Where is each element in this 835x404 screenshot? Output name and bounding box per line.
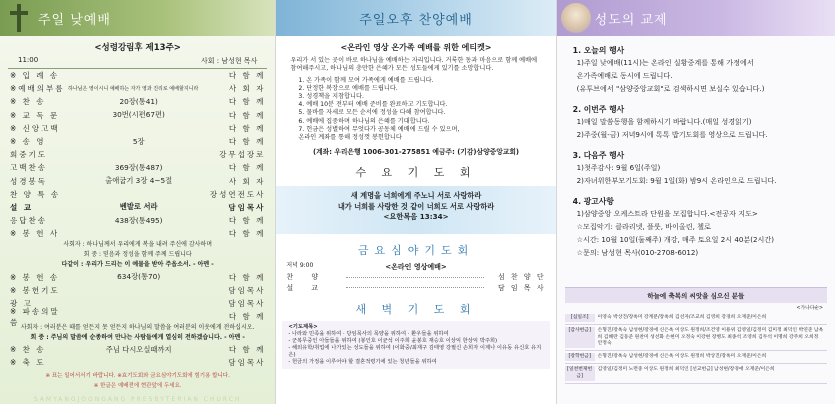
offering-account: (계좌: 우리은행 1006-301-275851 예금주: (기감)삼양중앙교회)	[312, 148, 520, 157]
prayer-topic: - 군복무중인 아들들을 위하여 (봉인호 이균석 이주희 윤봉호 재승호 이상익 한상익 박주희)	[288, 338, 498, 345]
announcement-line: 1)첫주감사: 9월 6일(주일)	[576, 163, 661, 172]
announcement-heading: 1. 오늘의 행사	[572, 46, 625, 55]
announcement-heading: 3. 다음주 행사	[572, 151, 625, 160]
worship-order-row	[0, 148, 275, 161]
worship-item-leader: 담임목사	[228, 358, 266, 368]
worship-item-detail: 출애굽기 3장 4~5절	[105, 176, 173, 186]
liturgical-week: <성령강림후 제13주>	[94, 43, 181, 53]
worship-item-label: 광 고	[10, 298, 33, 308]
worship-item-detail: 하나님은 영이시니 예배하는 자가 영과 진리로 예배할지니라	[68, 86, 199, 93]
friday-prayer-time: 저녁 9:00	[286, 262, 314, 270]
worship-item-label: ※ 축 도	[10, 358, 46, 368]
worship-item-label: 응답찬송	[10, 216, 47, 226]
worship-item-leader: 다 함 께	[228, 272, 266, 282]
etiquette-title: <온라인 영상 온가족 예배를 위한 에티켓>	[340, 43, 492, 52]
announcement-line: 2)자녀위한부모기도회: 9월 1일(화) 밤9시 온라인으로 드립니다.	[576, 176, 777, 185]
worship-order-row	[0, 356, 275, 369]
worship-item-leader: 담임목사	[228, 202, 266, 212]
announcement-line: (유투브에서 "삼양중앙교회"로 검색하시면 보실수 있습니다.)	[576, 84, 765, 93]
worship-item-detail: 438장(통495)	[114, 215, 163, 225]
worship-item-label: ※ 봉 헌 송	[10, 272, 60, 282]
announcement-line: 2)주중(월-금) 저녁9시에 톡톡 밥기도회를 영상으로 드립니다.	[576, 130, 768, 139]
worship-item-leader: 담임목사	[228, 285, 266, 295]
service-presider: 사회 : 남성현 목사	[200, 57, 258, 65]
etiquette-item: 3. 성경책을 지참합니다.	[298, 93, 364, 100]
worship-order-row	[0, 201, 275, 214]
service-time: 11:00	[18, 56, 39, 64]
etiquette-list	[276, 74, 555, 143]
memory-verse-line-2: 내가 너희를 사랑한 것 같이 너희도 서로 사랑하라	[337, 201, 495, 211]
memory-verse-line-1: 새 계명을 너희에게 주노니 서로 사랑하라	[350, 191, 482, 201]
worship-item-leader: 다 함 께	[228, 312, 266, 322]
worship-item-label: 회중기도	[10, 150, 47, 160]
etiquette-item: 5. 물바를 자세로 모든 순서에 정성을 다해 참여합니다.	[298, 109, 446, 117]
dawn-prayer-title: 새 벽 기 도 회	[355, 303, 477, 317]
worship-item-label: ※ 찬 송	[10, 97, 46, 107]
order-of-worship-3	[0, 343, 275, 369]
sending-response-1: 사회자 : 여러분은 때를 얻든지 못 얻든지 하나님의 말씀을 여러분의 이웃에게 전하십시오.	[20, 324, 255, 332]
worship-item-leader: 다 함 께	[228, 229, 266, 239]
sunday-service-header	[0, 0, 275, 36]
etiquette-item: 4. 예배 10분 전부터 예배 준비를 완료하고 기도합니다.	[298, 101, 448, 109]
prayer-topic: - 나라와 민족을 위하여 · 당임목사의 목양을 위하여 · 환우들을 위하여	[288, 331, 449, 338]
worship-item-label: ※ 봉헌기도	[10, 285, 60, 295]
worship-item-leader: 다 함 께	[228, 110, 266, 120]
etiquette-item: 2. 단정한 복장으로 예배를 드립니다.	[298, 84, 398, 92]
offering-response-3: 다같이 : 우리가 드리는 이 예물을 받아 주옵소서. - 아멘 -	[61, 261, 214, 269]
service-footnote-1: ※ 표는 일어서서기 바랍니다. ※효기도회와 금요심야기도회에 힘기용 합니다.	[45, 372, 230, 379]
announcement-line: 1)매일 말씀동행을 함께하시기 바랍니다.(매일 성경읽기)	[576, 117, 752, 126]
worship-order-row	[0, 227, 275, 240]
memory-verse-reference: <요한복음 13:34>	[383, 212, 449, 222]
afternoon-service-panel	[276, 0, 555, 404]
worship-order-row	[0, 69, 275, 82]
offering-response-2: 회 중 : 믿음과 정성을 함께 주께 드립니다	[83, 251, 192, 259]
donor-names: 손형진/장옥숙 남성현/장경애 신은옥 이상도 원정희 박상진/장옥미 오재준/이은희	[597, 354, 767, 360]
offering-type: [감사헌금]	[565, 327, 595, 348]
worship-item-label: ※ 입 례 송	[10, 71, 60, 81]
worship-item-detail: 주님 다시오실때까지	[105, 344, 172, 354]
prayer-topics-heading: <기도제목>	[288, 324, 318, 331]
offering-type: [장학헌금]	[565, 353, 595, 361]
afternoon-service-title: 주일오후 찬양예배	[359, 12, 473, 28]
offering-donors	[565, 287, 827, 384]
donors-list	[565, 312, 827, 384]
worship-item-leader: 다 함 께	[228, 216, 266, 226]
worship-order-row	[0, 343, 275, 356]
wednesday-prayer-title: 수 요 기 도 회	[355, 166, 477, 180]
worship-item-label: ※ 송 영	[10, 137, 46, 147]
announcement-heading: 2. 이번주 행사	[572, 105, 625, 114]
worship-item-leader: 다 함 께	[228, 123, 266, 133]
etiquette-item: 1. 온 가족이 함께 모여 가족에게 예배를 드립니다.	[298, 76, 434, 84]
announcement-line: 1)주일 낮예배(11시)는 온라인 실황중계를 통해 가정에서	[576, 58, 754, 67]
worship-item-label: ※ 봉 헌 사	[10, 229, 60, 239]
etiquette-item: 7. 헌금은 성별하여 무엇다가 공동체 예배에 드릴 수 있으며,	[298, 125, 460, 133]
worship-item-label: ※ 파송의말씀	[10, 306, 60, 327]
etiquette-item: 6. 예배에 집중하며 하나님의 은혜를 기대합니다.	[298, 117, 430, 125]
donor-row	[565, 325, 827, 351]
worship-item-detail: 634장(통70)	[117, 272, 161, 282]
afternoon-service-header	[276, 0, 555, 36]
donor-row	[565, 312, 827, 325]
worship-item-label: ※ 신앙고백	[10, 123, 60, 133]
leader-dots	[346, 277, 483, 278]
fellowship-header	[557, 0, 835, 36]
order-of-worship	[0, 69, 275, 240]
announcement-line: 온가족예배로 동시에 드립니다.	[576, 71, 673, 80]
cross-icon	[8, 4, 30, 32]
prayer-topic: - 해외유학/취업에 나가있는 성도들을 위하여 (이화중/최재구 김태영 강필신 손희자 이제나 이유동 유신호 유지은)	[288, 345, 542, 359]
worship-item-leader: 다 함 께	[228, 163, 266, 173]
worship-item-label: ※ 찬 송	[10, 345, 46, 355]
donor-names: 김영일/김정미 노면중 이상도 원정희 최덕인 [선교헌금] 남성현/장경애 오재준/이은희	[597, 367, 775, 373]
worship-item-label: 성경봉독	[10, 176, 47, 186]
worship-item-detail: 30번(시편67편)	[112, 110, 165, 120]
friday-prayer-subtitle: <온라인 영상예배>	[385, 263, 447, 272]
worship-item-leader: 다 함 께	[228, 97, 266, 107]
church-watermark: SAMYANGJOONGANG PRESBYTERIAN CHURCH	[33, 396, 242, 403]
worship-order-row	[0, 161, 275, 174]
offering-response-1: 사회자 : 하나님께서 우리에게 복을 내려 주신에 감사하며	[63, 241, 213, 249]
announcement-line: ☆시간: 10월 10일(둘째주) 개강, 매주 토요일 2시 40분(2시간)	[576, 235, 774, 244]
worship-item-leader: 사 회 자	[228, 176, 266, 186]
donor-names: 이영숙 박상진/장옥미 강계분/장옥희 김선자/조교희 김영희 강경희 오재준/이은희	[597, 315, 767, 320]
worship-item-label: 고백찬송	[10, 163, 47, 173]
friday-item-label: 찬 양	[286, 273, 327, 282]
announcement-heading: 4. 광고사항	[572, 197, 614, 206]
friday-prayer-order	[276, 272, 555, 293]
announcement-line: ☆문의: 남성현 목사(010-2708-6012)	[576, 248, 699, 257]
service-meta	[8, 53, 267, 69]
etiquette-item: 온라인 계좌를 통해 정성껏 봉헌합니다	[298, 134, 402, 142]
leader-dots	[346, 287, 483, 288]
worship-item-label: 찬 양 특 송	[10, 189, 61, 199]
worship-item-detail: 5장	[132, 136, 145, 146]
worship-order-row	[0, 188, 275, 201]
friday-order-row	[276, 272, 555, 283]
friday-item-label: 설 교	[286, 283, 327, 292]
friday-item-leader: 섬 찬 양 단	[497, 273, 546, 282]
friday-order-row	[276, 283, 555, 294]
memory-verse-banner	[276, 186, 555, 234]
announcements	[557, 36, 835, 259]
friday-prayer-title: 금요심야기도회	[357, 244, 475, 258]
donors-order-note: <가나다순>	[796, 306, 823, 311]
donor-names: 손형진/장옥숙 남성현/장경애 신은옥 이상도 원정희/조건영 이용위 김영일/김정미 김미정 최덕인 박연준 남옥희 김혜란 김동준 원찬미 성선화 손현미 오정숙 이강현 장병도 최종석 조영희 김두석 이명희 강주희 오희정 안정숙	[597, 328, 824, 346]
worship-order-row	[0, 135, 275, 148]
sending-response-2: 회 중 : 주님의 말씀에 순종하여 만나는 사람들에게 열심히 전하겠습니다. - 아멘 -	[30, 334, 245, 342]
worship-order-row	[0, 270, 275, 283]
announcement-line: 1)삼양중앙 오케스트라 단원을 모집합니다.<전공자 지도>	[576, 209, 758, 218]
worship-order-row	[0, 175, 275, 188]
offering-type: [일천번제헌금]	[565, 366, 595, 381]
order-of-worship-2	[0, 270, 275, 327]
worship-order-row	[0, 214, 275, 227]
worship-order-row	[0, 284, 275, 297]
prayer-topics	[282, 321, 549, 369]
worship-order-row	[0, 95, 275, 108]
worship-order-row	[0, 306, 275, 327]
worship-item-leader: 다 함 께	[228, 71, 266, 81]
fellowship-title: 성도의 교제	[594, 12, 668, 28]
worship-item-leader: 장성연전도사	[209, 189, 266, 199]
donors-title: 하늘에 축복의 씨앗을 심으신 분들	[565, 288, 827, 303]
worship-item-label: ※ 교 독 문	[10, 110, 60, 120]
etiquette-intro: 우리가 서 있는 곳이 바로 하나님을 예배하는 자리입니다. 거룩한 동과 마음으로 함께 예배에 참여해주시고, 하나님의 충만한 은혜가 모든 성도들에게 있기를 소망합니다.	[290, 57, 538, 73]
worship-item-leader: 다 함 께	[228, 345, 266, 355]
worship-order-row	[0, 82, 275, 95]
worship-item-leader: 담임목사	[228, 298, 266, 308]
worship-order-row	[0, 109, 275, 122]
sunday-service-panel	[0, 0, 275, 404]
offering-type: [십일조]	[565, 314, 595, 322]
sunday-service-title: 주일 낮예배	[38, 12, 111, 28]
worship-item-detail: 20장(통41)	[119, 96, 158, 106]
worship-item-detail: 369장(통487)	[114, 162, 163, 172]
worship-item-label: 설 교	[10, 202, 34, 212]
fellowship-panel	[557, 0, 835, 404]
prayer-topic: - 헌금의 가정을 이루어야 할 결혼적령기에 있는 청년들을 위하여	[288, 359, 437, 366]
donor-row	[565, 351, 827, 364]
announcement-line: ☆모집악기: 클라리넷, 플룻, 바이올린, 첼로	[576, 222, 711, 231]
worship-order-row	[0, 122, 275, 135]
friday-item-leader: 담 임 목 사	[497, 283, 546, 292]
worship-item-leader: 다 함 께	[228, 137, 266, 147]
worship-item-detail: 벤발로 서라	[119, 202, 158, 212]
worship-item-label: ※예배의부름	[10, 84, 65, 94]
praying-hands-icon	[561, 3, 591, 33]
worship-item-leader: 강무섭장로	[219, 150, 266, 160]
worship-item-leader: 사 회 자	[228, 84, 266, 94]
donor-row	[565, 364, 827, 384]
service-footnote-2: ※ 한글은 예배전에 현관앞에 두세요.	[93, 382, 182, 389]
